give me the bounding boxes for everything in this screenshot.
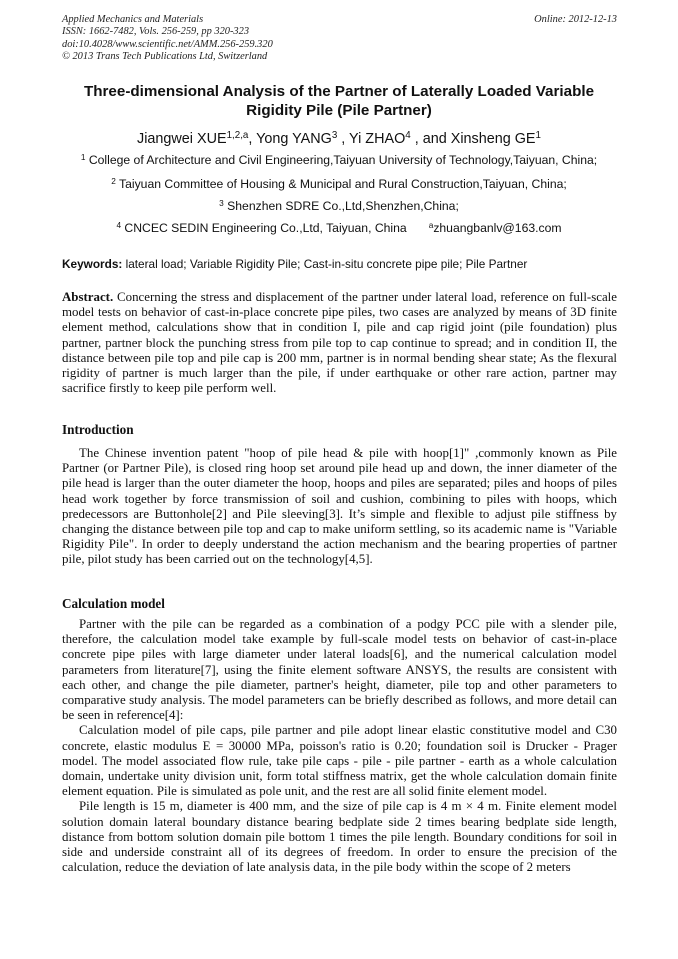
author-sup: 1,2,a	[226, 130, 249, 142]
calculation-paragraph-3: Pile length is 15 m, diameter is 400 mm, and the size of pile cap is 4 m × 4 m. Finite element model solution domain lateral boundary distance bearing bedplate side 2 times bearing bedplate side length, distance from bottom solution domain pile bottom 1 times the pile length. Boundary conditions for soil in side and underside constraint all of its degrees of freedom. In order to ensure the precision of the calculation, reduce the deviation of late analysis data, in the pile body within the scope of 2 meters	[62, 799, 617, 875]
author-name: Jiangwei XUE	[137, 131, 227, 147]
paper-title	[62, 82, 616, 120]
calculation-model-body	[62, 617, 617, 875]
title-line-2: Rigidity Pile (Pile Partner)	[246, 102, 432, 119]
author-sup: 1	[535, 130, 541, 142]
abstract-paragraph	[62, 290, 617, 396]
affiliation-text: College of Architecture and Civil Engineering,Taiyuan University of Technology,Taiyuan, China;	[85, 153, 598, 167]
running-header	[62, 14, 617, 64]
author-list	[62, 130, 616, 148]
keywords-label: Keywords:	[62, 257, 123, 271]
author-name: , and Xinsheng GE	[410, 131, 536, 147]
affiliation-text: CNCEC SEDIN Engineering Co.,Ltd, Taiyuan, China	[121, 221, 407, 235]
online-date: Online: 2012-12-13	[534, 14, 617, 25]
affiliation-4	[62, 221, 616, 236]
affiliation-text: Taiyuan Committee of Housing & Municipal and Rural Construction,Taiyuan, China;	[115, 177, 567, 191]
affiliation-sup: 3	[219, 197, 224, 208]
affiliation-sup: 1	[80, 151, 86, 162]
copyright-line: © 2013 Trans Tech Publications Ltd, Switzerland	[62, 51, 268, 63]
keywords-text: lateral load; Variable Rigidity Pile; Cast-in-situ concrete pipe pile; Pile Partner	[122, 257, 528, 271]
email-address[interactable]: zhuangbanlv@163.com	[433, 221, 562, 235]
affiliation-3	[62, 199, 616, 214]
introduction-paragraph: The Chinese invention patent "hoop of pile head & pile with hoop[1]" ,commonly known as Pile Partner (or Partner Pile), is closed ring hoop set around pile head up and down, the inner diameter of the pile head is larger than the outer diameter the hoop, hoops and piles are separated; piles and hoops of piles head work together by force transmission of soil and cushion, combining to piles with hoops, which predecessors are Buttonhole[2] and Pile sleeving[3]. It’s simple and flexible to adjust pile stiffness by changing the distance between pile top and cap to make uniform settling, so its academic name is "Variable Rigidity Pile". In order to deeply understand the action mechanism and the bearing properties of partner pile, pilot study has been carried out on the technology[4,5].	[62, 446, 617, 567]
affiliation-1	[62, 153, 616, 168]
author-sup: 4	[405, 130, 411, 142]
section-heading-calculation-model: Calculation model	[62, 596, 165, 611]
abstract-text: Concerning the stress and displacement of the partner under lateral load, reference on full-scale model tests on behavior of cast-in-place concrete pipe piles, two cases are analyzed by means of 3D finite element method, calculations show that in condition I, pile and cap rigid joint (pile foundation) plus partner, partner block the punching stress from pile top to cap continue to spread; and in condition II, the distance between pile top and pile cap is 200 mm, partner is in normal bending shear state; As the flexural rigidity of partner is much larger than the pile, if under earthquake or other rare action, partner may sacrifice firstly to keep pile perform well.	[62, 290, 617, 396]
author-name: , Yi ZHAO	[337, 131, 406, 147]
section-heading-introduction: Introduction	[62, 422, 134, 437]
doi-line: doi:10.4028/www.scientific.net/AMM.256-259.320	[62, 38, 273, 50]
affiliation-2	[62, 177, 616, 192]
author-name: , Yong YANG	[248, 131, 332, 147]
author-sup: 3	[331, 130, 338, 142]
affiliation-sup: 2	[111, 175, 116, 186]
calculation-paragraph-1: Partner with the pile can be regarded as a combination of a podgy PCC pile with a slender pile, therefore, the calculation model take example by full-scale model tests on behavior of cast-in-place concrete pipe piles with large diameter under lateral loads[6], and the numerical calculation model parameters from literature[7], using the finite element software ANSYS, the results are consistent with each other, and change the pile diameter, partner's height, diameter, pile top and other parameters to comparative study analysis. The model parameters can be briefly described as follows, and more detail can be seen in reference[4]:	[62, 617, 617, 723]
issn-line: ISSN: 1662-7482, Vols. 256-259, pp 320-323	[62, 26, 250, 38]
abstract-label: Abstract.	[62, 290, 114, 304]
keywords	[62, 257, 617, 272]
title-line-1: Three-dimensional Analysis of the Partner of Laterally Loaded Variable	[83, 83, 595, 100]
email-sup: a	[428, 219, 434, 230]
introduction-body	[62, 446, 617, 568]
affiliation-text: Shenzhen SDRE Co.,Ltd,Shenzhen,China;	[223, 199, 459, 213]
corresponding-email[interactable]	[429, 221, 562, 235]
journal-name: Applied Mechanics and Materials	[62, 14, 204, 25]
abstract	[62, 290, 617, 396]
affiliation-sup: 4	[116, 219, 122, 230]
calculation-paragraph-2: Calculation model of pile caps, pile partner and pile adopt linear elastic constitutive model and C30 concrete, elastic modulus E = 30000 MPa, poisson's ratio is 0.20; foundation soil is Drucker - Prager model. The model associated flow rule, take pile caps - pile - pile partner - earth as a whole calculation domain, undertake unity division unit, form total stiffness matrix, get the whole calculation domain finite element equation. Pile is simulated as pole unit, and the rest are all solid finite element model.	[62, 723, 617, 799]
